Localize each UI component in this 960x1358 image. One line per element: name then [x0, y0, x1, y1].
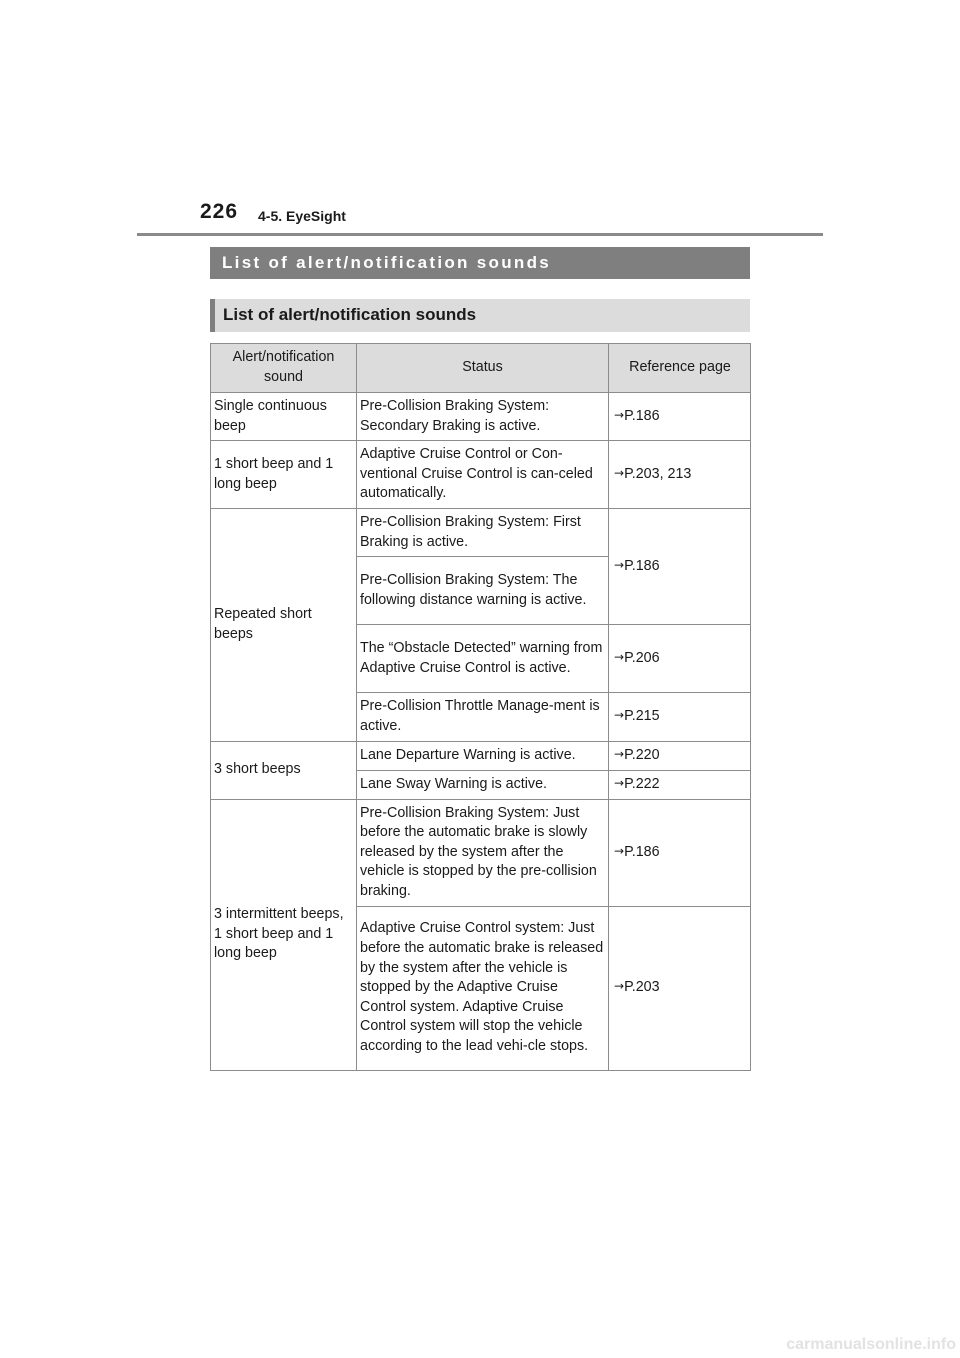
svg-text:carmanualsonline.info: carmanualsonline.info: [786, 1336, 956, 1353]
page-number: 226: [200, 200, 239, 223]
table-row: [211, 741, 751, 770]
alert-sounds-table: [210, 343, 751, 1071]
arrow-right-icon: →: [614, 407, 625, 422]
section-reference: 4-5. EyeSight: [258, 208, 346, 224]
sound-cell: 1 short beep and 1 long beep: [211, 441, 357, 509]
table-row: [211, 509, 751, 557]
arrow-right-icon: →: [614, 708, 625, 723]
sound-cell: 3 short beeps: [211, 741, 357, 799]
reference-cell: [609, 741, 751, 770]
column-header-reference: Reference page: [609, 344, 751, 393]
reference-page-link[interactable]: P.186: [624, 557, 660, 574]
arrow-right-icon: →: [614, 775, 625, 790]
header-divider: [137, 233, 823, 236]
status-cell: Adaptive Cruise Control system: Just before the automatic brake is released by the system after the vehicle is stopped by the Adaptive Cruise Control system. Adaptive Cruise Control system will stop the vehicle according to the lead vehi-cle stops.: [357, 906, 609, 1070]
reference-cell: [609, 799, 751, 906]
reference-cell: [609, 770, 751, 799]
arrow-right-icon: →: [614, 465, 625, 480]
reference-cell: [609, 625, 751, 693]
reference-cell: [609, 441, 751, 509]
reference-page-link[interactable]: P.203: [624, 979, 660, 996]
status-cell: The “Obstacle Detected” warning from Adaptive Cruise Control is active.: [357, 625, 609, 693]
reference-page-link[interactable]: P.220: [624, 746, 660, 763]
sound-cell: Repeated short beeps: [211, 509, 357, 741]
status-cell: Adaptive Cruise Control or Con-ventional Cruise Control is can-celed automatically.: [357, 441, 609, 509]
status-cell: Pre-Collision Braking System: Just before the automatic brake is slowly released by the system after the vehicle is stopped by the pre-collision braking.: [357, 799, 609, 906]
status-cell: Pre-Collision Braking System: Secondary Braking is active.: [357, 393, 609, 441]
table-row: [211, 799, 751, 906]
reference-page-link[interactable]: P.186: [624, 407, 660, 424]
status-cell: Pre-Collision Throttle Manage-ment is active.: [357, 693, 609, 741]
arrow-right-icon: →: [614, 746, 625, 761]
section-title: List of alert/notification sounds: [210, 247, 750, 279]
reference-cell: [609, 393, 751, 441]
table-row: [211, 393, 751, 441]
reference-page-link[interactable]: P.215: [624, 708, 660, 725]
reference-page-link[interactable]: P.206: [624, 650, 660, 667]
status-cell: Pre-Collision Braking System: First Braking is active.: [357, 509, 609, 557]
table-header-row: [211, 344, 751, 393]
arrow-right-icon: →: [614, 557, 625, 572]
arrow-right-icon: →: [614, 979, 625, 994]
reference-cell: [609, 509, 751, 625]
status-cell: Lane Sway Warning is active.: [357, 770, 609, 799]
column-header-status: Status: [357, 344, 609, 393]
column-header-sound: Alert/notification sound: [211, 344, 357, 393]
reference-page-link[interactable]: P.186: [624, 843, 660, 860]
sound-cell: Single continuous beep: [211, 393, 357, 441]
status-cell: Pre-Collision Braking System: The following distance warning is active.: [357, 557, 609, 625]
reference-cell: [609, 906, 751, 1070]
reference-cell: [609, 693, 751, 741]
arrow-right-icon: →: [614, 650, 625, 665]
subsection-title: List of alert/notification sounds: [210, 299, 750, 332]
table-row: [211, 441, 751, 509]
reference-page-link[interactable]: P.203, 213: [624, 465, 692, 482]
site-watermark: [718, 1333, 958, 1355]
sound-cell: 3 intermittent beeps, 1 short beep and 1 long beep: [211, 799, 357, 1070]
arrow-right-icon: →: [614, 843, 625, 858]
status-cell: Lane Departure Warning is active.: [357, 741, 609, 770]
reference-page-link[interactable]: P.222: [624, 775, 660, 792]
